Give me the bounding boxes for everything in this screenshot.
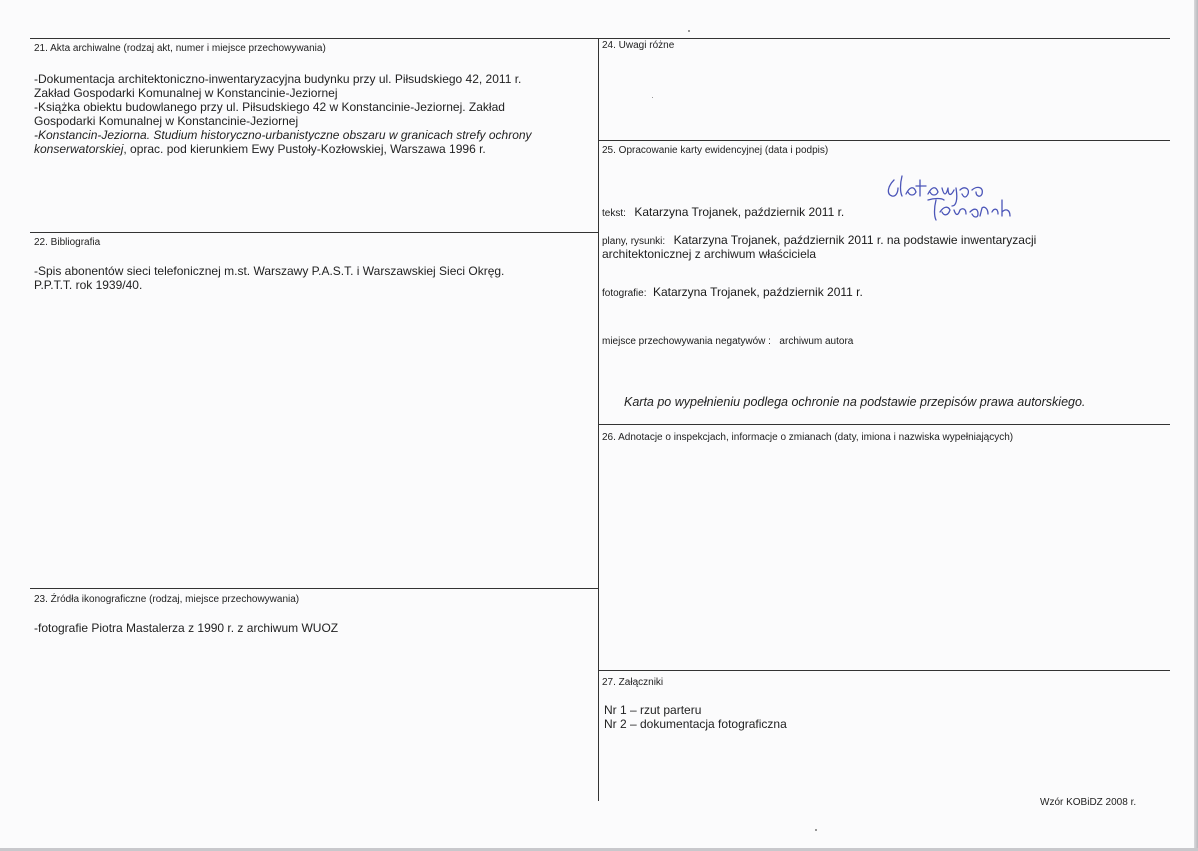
attachments-list (604, 703, 787, 731)
miejsce-value: archiwum autora (779, 336, 854, 347)
archive-line-3: -Książka obiektu budowlanego przy ul. Piłsudskiego 42 w Konstancinie-Jeziornej. Zakład (34, 100, 505, 114)
bibliography-line-1: -Spis abonentów sieci telefonicznej m.st. Warszawy P.A.S.T. i Warszawskiej Sieci Okręg. (34, 264, 505, 278)
scan-speck (688, 30, 690, 32)
archive-line-6-rest: , oprac. pod kierunkiem Ewy Pustoły-Kozłowskiej, Warszawa 1996 r. (123, 142, 486, 156)
archive-line-2: Zakład Gospodarki Komunalnej w Konstancinie-Jeziornej (34, 86, 338, 100)
scan-speck (815, 829, 817, 831)
archive-line-1: -Dokumentacja architektoniczno-inwentaryzacyjna budynku przy ul. Piłsudskiego 42, 2011 r. (34, 72, 522, 86)
foto-label: fotografie: (602, 288, 647, 299)
archive-line-4: Gospodarki Komunalnej w Konstancinie-Jeziornej (34, 114, 299, 128)
attachment-item-2: Nr 2 – dokumentacja fotograficzna (604, 717, 787, 731)
tekst-value: Katarzyna Trojanek, październik 2011 r. (634, 205, 845, 219)
scan-speck (652, 97, 653, 98)
iconography-line: -fotografie Piotra Mastalerza z 1990 r. z archiwum WUOZ (34, 621, 339, 635)
top-rule (30, 38, 1170, 39)
miejsce-row (602, 331, 853, 349)
attachment-item-1: Nr 1 – rzut parteru (604, 703, 702, 717)
bibliography-line-2: P.P.T.T. rok 1939/40. (34, 278, 143, 292)
section-24-label: 24. Uwagi różne (602, 40, 675, 51)
section-21-body (34, 72, 592, 156)
paper-edge-right (1194, 0, 1198, 851)
archive-line-5: -Konstancin-Jeziorna. Studium historyczno-urbanistyczne obszaru w granicach strefy ochrony (34, 128, 532, 142)
copyright-note: Karta po wypełnieniu podlega ochronie na podstawie przepisów prawa autorskiego. (624, 395, 1086, 409)
tekst-label: tekst: (602, 208, 626, 219)
plany-value: Katarzyna Trojanek, październik 2011 r. na podstawie inwentaryzacji (673, 233, 1037, 247)
center-divider (598, 38, 599, 801)
section-22-label: 22. Bibliografia (34, 237, 101, 248)
foto-row (602, 283, 863, 301)
section-26-label: 26. Adnotacje o inspekcjach, informacje o zmianach (daty, imiona i nazwiska wypełniających) (602, 432, 1014, 443)
archive-line-6 (34, 142, 592, 156)
miejsce-label: miejsce przechowywania negatywów : (602, 336, 771, 347)
section-23-label: 23. Źródła ikonograficzne (rodzaj, miejsce przechowywania) (34, 594, 300, 605)
archive-title-end: konserwatorskiej (34, 142, 124, 156)
form-template-note: Wzór KOBiDZ 2008 r. (1040, 797, 1137, 808)
rule-22 (30, 232, 598, 233)
section-21-label: 21. Akta archiwalne (rodzaj akt, numer i miejsce przechowywania) (34, 43, 326, 54)
rule-26 (598, 424, 1170, 425)
rule-23 (30, 588, 598, 589)
signature-image (884, 172, 1024, 228)
foto-value: Katarzyna Trojanek, październik 2011 r. (652, 285, 863, 299)
section-22-body (34, 264, 592, 292)
plany-value-cont: architektonicznej z archiwum właściciela (602, 247, 817, 261)
section-25-label: 25. Opracowanie karty ewidencyjnej (data i podpis) (602, 145, 829, 156)
tekst-row (602, 203, 844, 221)
plany-label: plany, rysunki: (602, 236, 666, 247)
section-27-label: 27. Załączniki (602, 677, 664, 688)
rule-27 (598, 670, 1170, 671)
rule-25 (598, 140, 1170, 141)
